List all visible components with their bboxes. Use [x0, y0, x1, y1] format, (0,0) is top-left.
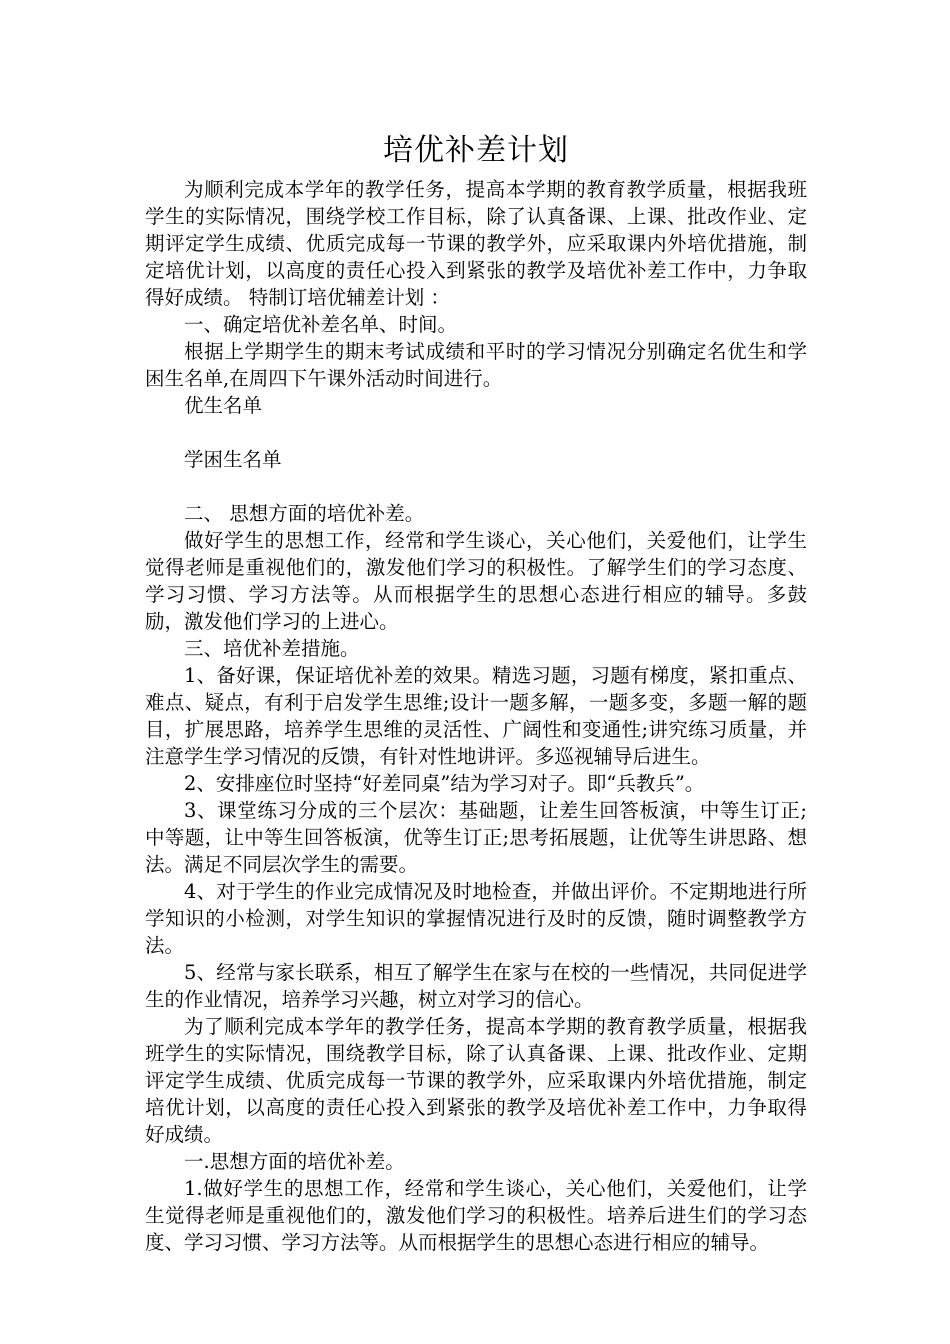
repeat-intro-paragraph: 为了顺利完成本学年的教学任务，提高本学期的教育教学质量，根据我班学生的实际情况，围绕教学目标，除了认真备课、上课、批改作业、定期评定学生成绩、优质完成每一节课的教学外，应采取课内外培优措施，制定培优计划，以高度的责任心投入到紧张的教学及培优补差工作中，力争取得好成绩。 [145, 1015, 807, 1146]
thought-work-paragraph: 做好学生的思想工作，经常和学生谈心，关心他们，关爱他们，让学生觉得老师是重视他们的，激发他们学习的积极性。了解学生们的学习态度、学习习惯、学习方法等。从而根据学生的思想心态进行相应的辅导。多鼓励，激发他们学习的上进心。 [145, 529, 807, 633]
measure-item-4: 4、对于学生的作业完成情况及时地检查，并做出评价。不定期地进行所学知识的小检测，对学生知识的掌握情况进行及时的反馈，随时调整教学方法。 [145, 880, 807, 957]
measure-item-1: 1、备好课，保证培优补差的效果。精选习题，习题有梯度，紧扣重点、难点、疑点，有利于启发学生思维;设计一题多解，一题多变，多题一解的题目，扩展思路，培养学生思维的灵活性、广阔性和变通性;讲究练习质量，并注意学生学习情况的反馈，有针对性地讲评。多巡视辅导后进生。 [145, 664, 807, 768]
measure-item-5: 5、经常与家长联系，相互了解学生在家与在校的一些情况，共同促进学生的作业情况，培养学习兴趣，树立对学习的信心。 [145, 961, 807, 1011]
section-heading-3: 三、培优补差措施。 [184, 637, 360, 660]
top-students-label: 优生名单 [184, 394, 263, 417]
section-heading-1: 一、确定培优补差名单、时间。 [184, 313, 458, 336]
blank-line [145, 473, 807, 500]
measure-item-3: 3、课堂练习分成的三个层次：基础题，让差生回答板演，中等生订正;中等题，让中等生回答板演，优等生订正;思考拓展题，让优等生讲思路、想法。满足不同层次学生的需要。 [145, 799, 807, 876]
list-criteria-paragraph: 根据上学期学生的期末考试成绩和平时的学习情况分别确定名优生和学困生名单,在周四下午课外活动时间进行。 [145, 340, 807, 390]
intro-paragraph: 为顺利完成本学年的教学任务，提高本学期的教育教学质量，根据我班学生的实际情况，围绕学校工作目标，除了认真备课、上课、批改作业、定期评定学生成绩、优质完成每一节课的教学外，应采取课内外培优措施，制定培优计划，以高度的责任心投入到紧张的教学及培优补差工作中，力争取得好成绩。 特制订培优辅差计划 ： [145, 178, 807, 309]
section-heading-2: 二、 思想方面的培优补差。 [184, 502, 425, 525]
document-page [145, 128, 807, 1256]
blank-line [145, 419, 807, 446]
measure-item-2: 2、安排座位时坚持“好差同桌”结为学习对子。即“兵教兵”。 [184, 772, 705, 795]
thought-work-item-1: 1.做好学生的思想工作，经常和学生谈心，关心他们，关爱他们，让学生觉得老师是重视他们的，激发他们学习的积极性。培养后进生们的学习态度、学习习惯、学习方法等。从而根据学生的思想心态进行相应的辅导。 [145, 1177, 807, 1254]
section-heading-repeat: 一.思想方面的培优补差。 [184, 1150, 405, 1173]
document-title: 培优补差计划 [383, 133, 569, 168]
struggling-students-label: 学困生名单 [184, 448, 282, 471]
